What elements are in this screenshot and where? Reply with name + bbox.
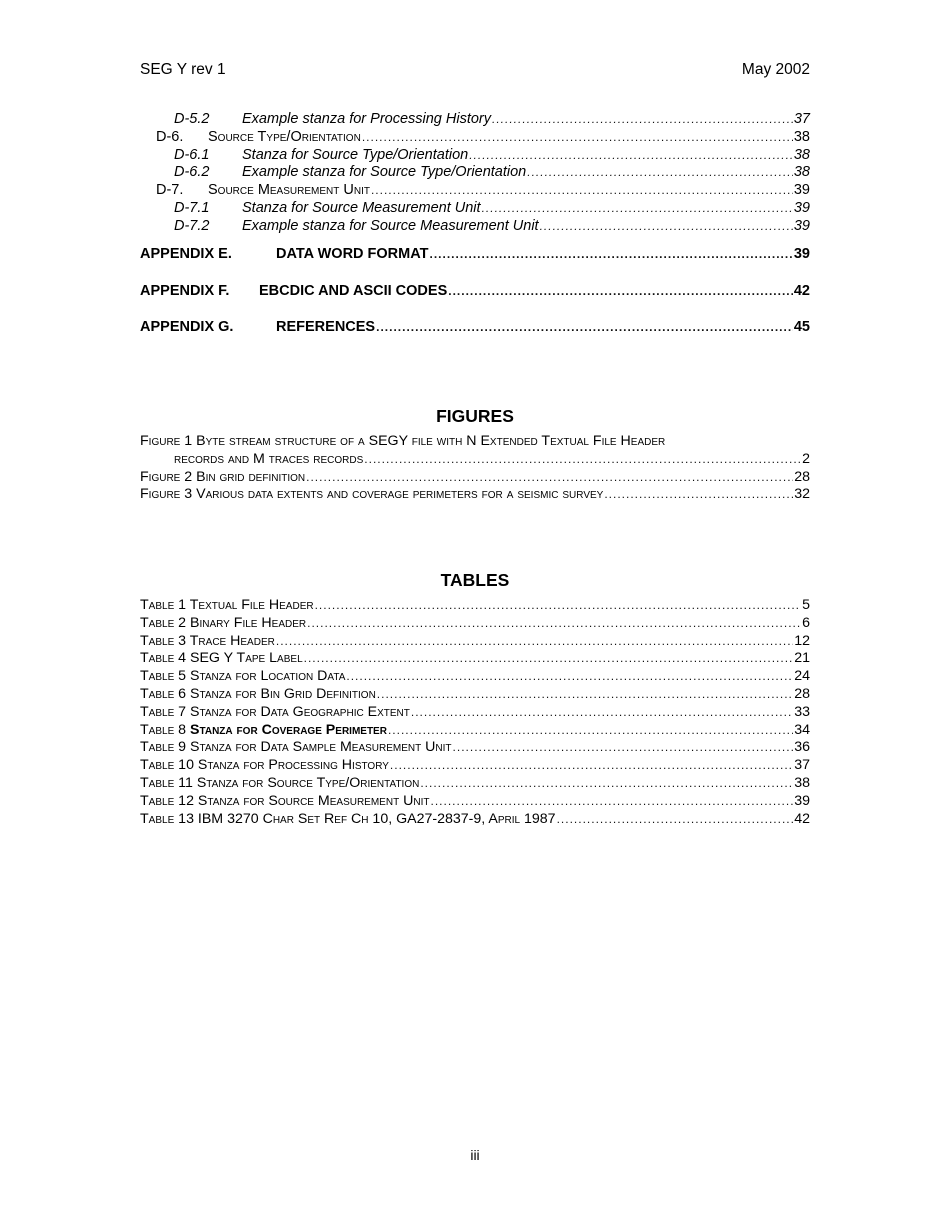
table-entry-page: 33 — [794, 703, 810, 720]
dot-leader — [430, 793, 793, 811]
appendix-label: APPENDIX E. — [140, 246, 232, 262]
table-entry[interactable] — [140, 739, 810, 757]
dot-leader — [276, 633, 793, 651]
toc-appendix-e — [140, 246, 810, 263]
table-entry[interactable] — [140, 757, 810, 775]
toc-entry[interactable] — [140, 218, 810, 236]
table-entry-page: 21 — [794, 650, 810, 667]
dot-leader — [304, 650, 794, 668]
table-entry-title: Table 5 Stanza for Location Data — [140, 668, 346, 685]
table-entry-page: 39 — [794, 792, 810, 809]
toc-entry-number: D-7.1 — [174, 199, 210, 216]
appendix-page: 42 — [793, 283, 810, 299]
dot-leader — [371, 182, 793, 200]
figures-heading: FIGURES — [436, 406, 514, 426]
table-entry-page: 42 — [794, 810, 810, 827]
figure-entry[interactable] — [140, 486, 810, 504]
table-entry-title: Table 9 Stanza for Data Sample Measurement Unit — [140, 739, 452, 756]
table-entry-title: Table 4 SEG Y Tape Label — [140, 650, 303, 667]
toc-entry-number: D-7.2 — [174, 217, 210, 234]
page-number: iii — [470, 1147, 480, 1163]
toc-entry-number: D-6.2 — [174, 164, 210, 181]
toc-entry-number: D-6. — [156, 128, 184, 145]
toc-entry-number: D-7. — [156, 182, 184, 199]
table-entry[interactable] — [140, 704, 810, 722]
toc-entry[interactable] — [140, 164, 810, 182]
appendix-entry[interactable] — [140, 283, 810, 300]
dot-leader — [315, 597, 802, 615]
toc-appendix-f — [140, 283, 810, 300]
dot-leader — [411, 704, 793, 722]
toc-entry-number: D-5.2 — [174, 111, 210, 127]
table-entry[interactable] — [140, 615, 810, 633]
dot-leader — [390, 757, 793, 775]
dot-leader — [346, 668, 793, 686]
dot-leader — [527, 164, 793, 182]
dot-leader — [364, 451, 801, 469]
appendix-page: 39 — [793, 246, 810, 262]
dot-leader — [448, 283, 793, 300]
appendix-entry[interactable] — [140, 246, 810, 263]
table-entry-page: 34 — [794, 721, 810, 738]
table-entry[interactable] — [140, 668, 810, 686]
dot-leader — [492, 111, 793, 129]
table-entry[interactable] — [140, 650, 810, 668]
appendix-title: REFERENCES — [276, 319, 376, 335]
table-entry-title: Table 11 Stanza for Source Type/Orientation — [140, 774, 420, 791]
toc-appendix-g — [140, 319, 810, 336]
dot-leader — [388, 722, 793, 740]
table-entry-page: 37 — [794, 757, 810, 774]
toc-entry-page: 39 — [793, 217, 810, 234]
dot-leader — [540, 218, 793, 236]
toc-entry-number: D-6.1 — [174, 146, 210, 163]
toc-entry[interactable] — [140, 111, 810, 129]
dot-leader — [482, 200, 793, 218]
table-entry-title: Table 2 Binary File Header — [140, 614, 307, 631]
dot-leader — [376, 319, 793, 336]
list-of-figures — [140, 433, 810, 504]
appendix-label: APPENDIX F. — [140, 283, 230, 299]
dot-leader — [307, 615, 801, 633]
dot-leader — [306, 469, 793, 487]
table-entry[interactable] — [140, 722, 810, 740]
dot-leader — [420, 775, 793, 793]
table-entry-title: Table 6 Stanza for Bin Grid Definition — [140, 685, 376, 702]
figure-entry-title: Figure 2 Bin grid definition — [140, 468, 306, 485]
toc-entry-page: 38 — [793, 128, 810, 145]
dot-leader — [604, 486, 793, 504]
dot-leader — [429, 246, 792, 263]
dot-leader — [362, 129, 793, 147]
toc-entry-title: Example stanza for Processing History — [242, 111, 492, 127]
toc-entry[interactable] — [140, 147, 810, 165]
appendix-title: DATA WORD FORMAT — [276, 246, 429, 262]
figure-entry-page: 28 — [794, 468, 810, 485]
toc-entry-title: Source Type/Orientation — [208, 128, 361, 145]
table-entry-title: Table 3 Trace Header — [140, 632, 275, 649]
toc-entry-title: Stanza for Source Type/Orientation — [242, 146, 469, 163]
toc-entry-page: 38 — [793, 164, 810, 181]
table-entry[interactable] — [140, 811, 810, 829]
toc-entry-title: Stanza for Source Measurement Unit — [242, 199, 481, 216]
figure-entry-page: 32 — [794, 486, 810, 503]
figure-entry[interactable] — [140, 469, 810, 487]
figure-entry-title: Figure 1 Byte stream structure of a SEGY file with N Extended Textual File Header — [140, 433, 666, 449]
appendix-entry[interactable] — [140, 319, 810, 336]
table-entry-page: 24 — [794, 668, 810, 685]
dot-leader — [377, 686, 793, 704]
table-entry-title: Table 10 Stanza for Processing History — [140, 757, 389, 774]
toc-entry[interactable] — [140, 129, 810, 147]
table-entry[interactable] — [140, 775, 810, 793]
figure-entry-title: Figure 3 Various data extents and coverage perimeters for a seismic survey — [140, 486, 604, 503]
table-entry-title: Table 1 Textual File Header — [140, 597, 314, 613]
figure-entry-page: 2 — [802, 450, 810, 467]
table-entry-title: Table 7 Stanza for Data Geographic Extent — [140, 703, 410, 720]
table-entry-title-prefix: Table 8 — [140, 721, 191, 738]
toc-entry[interactable] — [140, 200, 810, 218]
toc-entry-title: Source Measurement Unit — [208, 182, 370, 199]
dot-leader — [469, 147, 793, 165]
toc-entry-title: Example stanza for Source Measurement Unit — [242, 217, 539, 234]
table-entry[interactable] — [140, 793, 810, 811]
table-entry[interactable] — [140, 597, 810, 615]
table-entry[interactable] — [140, 686, 810, 704]
tables-heading: TABLES — [440, 570, 510, 590]
dot-leader — [453, 739, 794, 757]
table-entry-page: 28 — [794, 685, 810, 702]
toc-entry-page: 39 — [793, 182, 810, 199]
dot-leader — [557, 811, 794, 829]
toc-entry-title: Example stanza for Source Type/Orientation — [242, 164, 527, 181]
table-entry-page: 6 — [802, 614, 810, 631]
appendix-label: APPENDIX G. — [140, 319, 234, 335]
table-entry-title-bold: Stanza for Coverage Perimeter — [190, 721, 387, 738]
table-entry-page: 12 — [794, 632, 810, 649]
header-date: May 2002 — [741, 61, 810, 78]
figure-entry[interactable] — [140, 433, 810, 469]
table-entry-title: Table 13 IBM 3270 Char Set Ref Ch 10, GA27-2837-9, April 1987 — [140, 810, 556, 827]
table-entry-page: 38 — [794, 774, 810, 791]
table-entry-page: 36 — [794, 739, 810, 756]
toc-entry-page: 39 — [793, 199, 810, 216]
table-entry-title: Table 12 Stanza for Source Measurement Unit — [140, 792, 430, 809]
toc-entry-page: 37 — [793, 111, 810, 127]
table-entry-page: 5 — [802, 597, 810, 613]
toc-entry-page: 38 — [793, 146, 810, 163]
appendix-page: 45 — [793, 319, 810, 335]
appendix-title: EBCDIC AND ASCII CODES — [259, 283, 448, 299]
toc-entry[interactable] — [140, 182, 810, 200]
table-entry[interactable] — [140, 633, 810, 651]
header-document-title: SEG Y rev 1 — [140, 61, 226, 78]
list-of-tables — [140, 597, 810, 828]
figure-entry-title-continued: records and M traces records — [174, 450, 364, 467]
toc-subsections — [140, 111, 810, 236]
